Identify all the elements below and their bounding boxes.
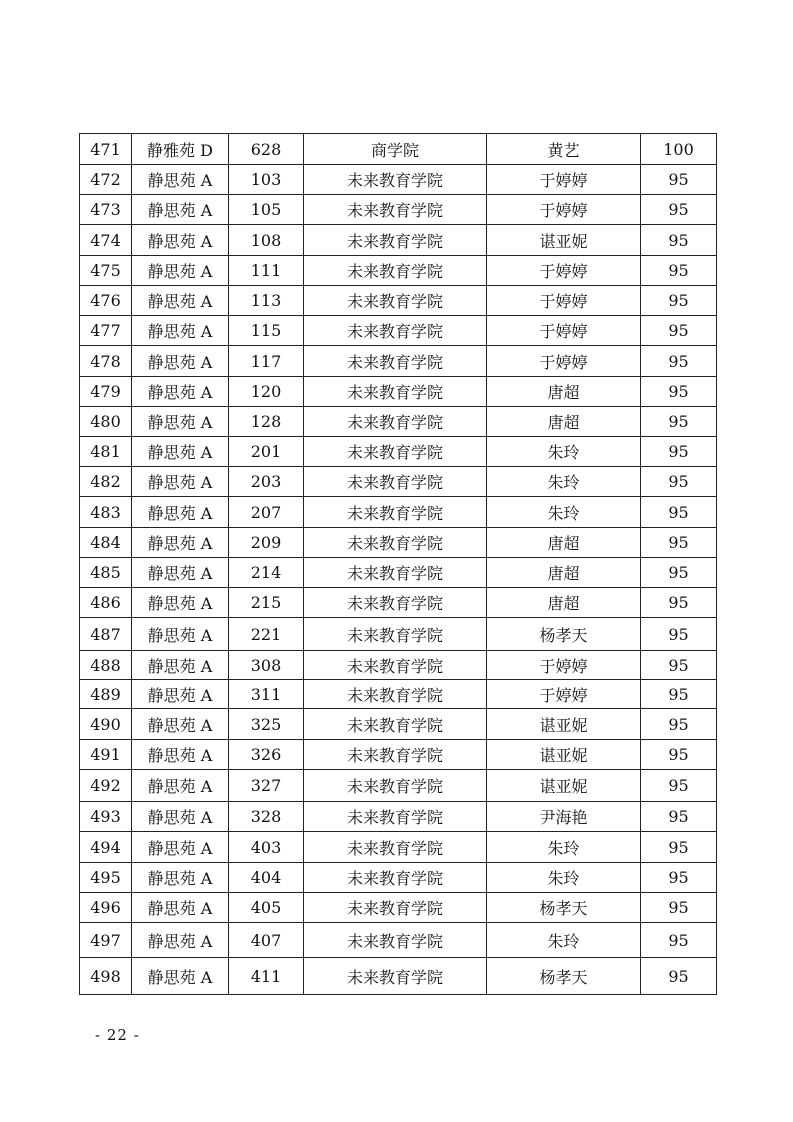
table-row xyxy=(80,893,717,923)
cell-room: 201 xyxy=(229,437,304,467)
cell-counselor: 朱玲 xyxy=(487,863,641,893)
cell-counselor: 谌亚妮 xyxy=(487,770,641,802)
cell-building: 静思苑 A xyxy=(132,558,229,588)
cell-counselor: 杨孝天 xyxy=(487,618,641,651)
table-row xyxy=(80,528,717,558)
cell-college: 未来教育学院 xyxy=(304,680,487,709)
table-row xyxy=(80,740,717,770)
cell-seq: 496 xyxy=(80,893,132,923)
cell-building: 静思苑 A xyxy=(132,316,229,346)
cell-seq: 475 xyxy=(80,256,132,286)
cell-building: 静思苑 A xyxy=(132,286,229,316)
cell-room: 221 xyxy=(229,618,304,651)
cell-building: 静思苑 A xyxy=(132,346,229,377)
cell-seq: 484 xyxy=(80,528,132,558)
cell-room: 215 xyxy=(229,588,304,618)
cell-score: 95 xyxy=(641,651,717,680)
cell-seq: 479 xyxy=(80,377,132,407)
cell-college: 未来教育学院 xyxy=(304,467,487,497)
cell-score: 95 xyxy=(641,558,717,588)
table-row xyxy=(80,346,717,377)
cell-building: 静思苑 A xyxy=(132,195,229,225)
table-row xyxy=(80,225,717,256)
cell-building: 静思苑 A xyxy=(132,377,229,407)
cell-room: 407 xyxy=(229,923,304,958)
cell-room: 115 xyxy=(229,316,304,346)
cell-score: 95 xyxy=(641,770,717,802)
cell-seq: 491 xyxy=(80,740,132,770)
cell-score: 95 xyxy=(641,195,717,225)
cell-college: 未来教育学院 xyxy=(304,497,487,528)
cell-score: 95 xyxy=(641,832,717,863)
cell-college: 未来教育学院 xyxy=(304,832,487,863)
cell-seq: 485 xyxy=(80,558,132,588)
cell-building: 静思苑 A xyxy=(132,618,229,651)
cell-college: 未来教育学院 xyxy=(304,770,487,802)
table-row xyxy=(80,958,717,995)
cell-building: 静思苑 A xyxy=(132,680,229,709)
table-row xyxy=(80,467,717,497)
cell-seq: 486 xyxy=(80,588,132,618)
table-row xyxy=(80,558,717,588)
cell-room: 209 xyxy=(229,528,304,558)
cell-seq: 481 xyxy=(80,437,132,467)
cell-college: 未来教育学院 xyxy=(304,802,487,832)
table-row xyxy=(80,134,717,165)
cell-seq: 493 xyxy=(80,802,132,832)
cell-college: 未来教育学院 xyxy=(304,528,487,558)
cell-counselor: 谌亚妮 xyxy=(487,225,641,256)
cell-room: 311 xyxy=(229,680,304,709)
cell-score: 95 xyxy=(641,802,717,832)
cell-counselor: 于婷婷 xyxy=(487,651,641,680)
table-row xyxy=(80,497,717,528)
cell-counselor: 于婷婷 xyxy=(487,680,641,709)
cell-seq: 480 xyxy=(80,407,132,437)
cell-counselor: 朱玲 xyxy=(487,832,641,863)
table-row xyxy=(80,165,717,195)
cell-seq: 474 xyxy=(80,225,132,256)
cell-room: 113 xyxy=(229,286,304,316)
cell-college: 未来教育学院 xyxy=(304,709,487,740)
cell-counselor: 于婷婷 xyxy=(487,165,641,195)
cell-building: 静思苑 A xyxy=(132,437,229,467)
cell-seq: 473 xyxy=(80,195,132,225)
cell-college: 未来教育学院 xyxy=(304,740,487,770)
cell-building: 静思苑 A xyxy=(132,407,229,437)
cell-counselor: 朱玲 xyxy=(487,923,641,958)
cell-college: 未来教育学院 xyxy=(304,165,487,195)
cell-score: 95 xyxy=(641,256,717,286)
cell-counselor: 于婷婷 xyxy=(487,286,641,316)
cell-college: 未来教育学院 xyxy=(304,588,487,618)
cell-room: 326 xyxy=(229,740,304,770)
cell-score: 95 xyxy=(641,528,717,558)
cell-score: 95 xyxy=(641,437,717,467)
cell-room: 117 xyxy=(229,346,304,377)
cell-score: 95 xyxy=(641,893,717,923)
cell-room: 403 xyxy=(229,832,304,863)
table-row xyxy=(80,618,717,651)
cell-room: 325 xyxy=(229,709,304,740)
cell-score: 95 xyxy=(641,709,717,740)
cell-counselor: 谌亚妮 xyxy=(487,709,641,740)
cell-seq: 489 xyxy=(80,680,132,709)
cell-college: 未来教育学院 xyxy=(304,958,487,995)
cell-room: 105 xyxy=(229,195,304,225)
cell-counselor: 朱玲 xyxy=(487,437,641,467)
cell-score: 95 xyxy=(641,346,717,377)
cell-room: 411 xyxy=(229,958,304,995)
cell-college: 未来教育学院 xyxy=(304,407,487,437)
cell-seq: 476 xyxy=(80,286,132,316)
cell-room: 120 xyxy=(229,377,304,407)
cell-building: 静思苑 A xyxy=(132,467,229,497)
cell-counselor: 于婷婷 xyxy=(487,346,641,377)
cell-seq: 482 xyxy=(80,467,132,497)
cell-counselor: 于婷婷 xyxy=(487,256,641,286)
table-row xyxy=(80,286,717,316)
cell-building: 静思苑 A xyxy=(132,165,229,195)
cell-score: 95 xyxy=(641,316,717,346)
cell-college: 未来教育学院 xyxy=(304,863,487,893)
table-row xyxy=(80,316,717,346)
cell-score: 95 xyxy=(641,588,717,618)
cell-score: 95 xyxy=(641,680,717,709)
cell-score: 95 xyxy=(641,863,717,893)
cell-counselor: 尹海艳 xyxy=(487,802,641,832)
cell-room: 328 xyxy=(229,802,304,832)
cell-room: 108 xyxy=(229,225,304,256)
table-row xyxy=(80,256,717,286)
cell-room: 111 xyxy=(229,256,304,286)
cell-building: 静思苑 A xyxy=(132,651,229,680)
cell-building: 静思苑 A xyxy=(132,528,229,558)
cell-college: 未来教育学院 xyxy=(304,437,487,467)
table-row xyxy=(80,770,717,802)
cell-college: 未来教育学院 xyxy=(304,346,487,377)
table-row xyxy=(80,437,717,467)
cell-room: 405 xyxy=(229,893,304,923)
cell-score: 95 xyxy=(641,958,717,995)
cell-building: 静思苑 A xyxy=(132,863,229,893)
cell-counselor: 黄艺 xyxy=(487,134,641,165)
cell-counselor: 唐超 xyxy=(487,377,641,407)
cell-college: 未来教育学院 xyxy=(304,286,487,316)
cell-score: 95 xyxy=(641,923,717,958)
cell-seq: 472 xyxy=(80,165,132,195)
cell-room: 214 xyxy=(229,558,304,588)
cell-college: 未来教育学院 xyxy=(304,618,487,651)
cell-counselor: 唐超 xyxy=(487,558,641,588)
cell-counselor: 朱玲 xyxy=(487,467,641,497)
cell-counselor: 朱玲 xyxy=(487,497,641,528)
cell-score: 95 xyxy=(641,165,717,195)
cell-score: 95 xyxy=(641,740,717,770)
cell-seq: 483 xyxy=(80,497,132,528)
cell-score: 95 xyxy=(641,225,717,256)
cell-college: 未来教育学院 xyxy=(304,377,487,407)
cell-room: 103 xyxy=(229,165,304,195)
cell-counselor: 于婷婷 xyxy=(487,195,641,225)
cell-college: 未来教育学院 xyxy=(304,195,487,225)
table-row xyxy=(80,832,717,863)
cell-score: 95 xyxy=(641,377,717,407)
cell-score: 95 xyxy=(641,618,717,651)
cell-seq: 478 xyxy=(80,346,132,377)
cell-building: 静思苑 A xyxy=(132,588,229,618)
table-row xyxy=(80,407,717,437)
cell-building: 静思苑 A xyxy=(132,893,229,923)
cell-building: 静思苑 A xyxy=(132,225,229,256)
cell-room: 404 xyxy=(229,863,304,893)
cell-college: 未来教育学院 xyxy=(304,893,487,923)
cell-room: 207 xyxy=(229,497,304,528)
cell-college: 未来教育学院 xyxy=(304,651,487,680)
cell-seq: 497 xyxy=(80,923,132,958)
table-row xyxy=(80,680,717,709)
cell-counselor: 唐超 xyxy=(487,528,641,558)
cell-room: 203 xyxy=(229,467,304,497)
cell-counselor: 唐超 xyxy=(487,407,641,437)
cell-score: 100 xyxy=(641,134,717,165)
cell-building: 静思苑 A xyxy=(132,802,229,832)
cell-score: 95 xyxy=(641,407,717,437)
cell-counselor: 谌亚妮 xyxy=(487,740,641,770)
cell-college: 未来教育学院 xyxy=(304,316,487,346)
cell-seq: 498 xyxy=(80,958,132,995)
cell-score: 95 xyxy=(641,497,717,528)
table-row xyxy=(80,802,717,832)
cell-building: 静思苑 A xyxy=(132,770,229,802)
cell-building: 静思苑 A xyxy=(132,740,229,770)
table-row xyxy=(80,709,717,740)
table-row xyxy=(80,377,717,407)
cell-college: 未来教育学院 xyxy=(304,256,487,286)
cell-college: 商学院 xyxy=(304,134,487,165)
cell-seq: 471 xyxy=(80,134,132,165)
dormitory-score-table xyxy=(79,133,717,995)
cell-room: 327 xyxy=(229,770,304,802)
cell-room: 628 xyxy=(229,134,304,165)
page-number: - 22 - xyxy=(95,1026,140,1044)
cell-seq: 487 xyxy=(80,618,132,651)
cell-counselor: 唐超 xyxy=(487,588,641,618)
table-row xyxy=(80,588,717,618)
cell-room: 308 xyxy=(229,651,304,680)
cell-building: 静雅苑 D xyxy=(132,134,229,165)
cell-score: 95 xyxy=(641,286,717,316)
cell-counselor: 于婷婷 xyxy=(487,316,641,346)
cell-seq: 494 xyxy=(80,832,132,863)
table-row xyxy=(80,195,717,225)
cell-college: 未来教育学院 xyxy=(304,558,487,588)
cell-counselor: 杨孝天 xyxy=(487,958,641,995)
table-body xyxy=(80,134,717,995)
cell-seq: 492 xyxy=(80,770,132,802)
cell-score: 95 xyxy=(641,467,717,497)
cell-building: 静思苑 A xyxy=(132,497,229,528)
cell-seq: 495 xyxy=(80,863,132,893)
cell-seq: 488 xyxy=(80,651,132,680)
cell-counselor: 杨孝天 xyxy=(487,893,641,923)
table-row xyxy=(80,863,717,893)
cell-building: 静思苑 A xyxy=(132,832,229,863)
cell-building: 静思苑 A xyxy=(132,923,229,958)
table-row xyxy=(80,651,717,680)
cell-college: 未来教育学院 xyxy=(304,225,487,256)
cell-seq: 490 xyxy=(80,709,132,740)
cell-room: 128 xyxy=(229,407,304,437)
cell-seq: 477 xyxy=(80,316,132,346)
cell-college: 未来教育学院 xyxy=(304,923,487,958)
cell-building: 静思苑 A xyxy=(132,958,229,995)
cell-building: 静思苑 A xyxy=(132,709,229,740)
cell-building: 静思苑 A xyxy=(132,256,229,286)
table-row xyxy=(80,923,717,958)
